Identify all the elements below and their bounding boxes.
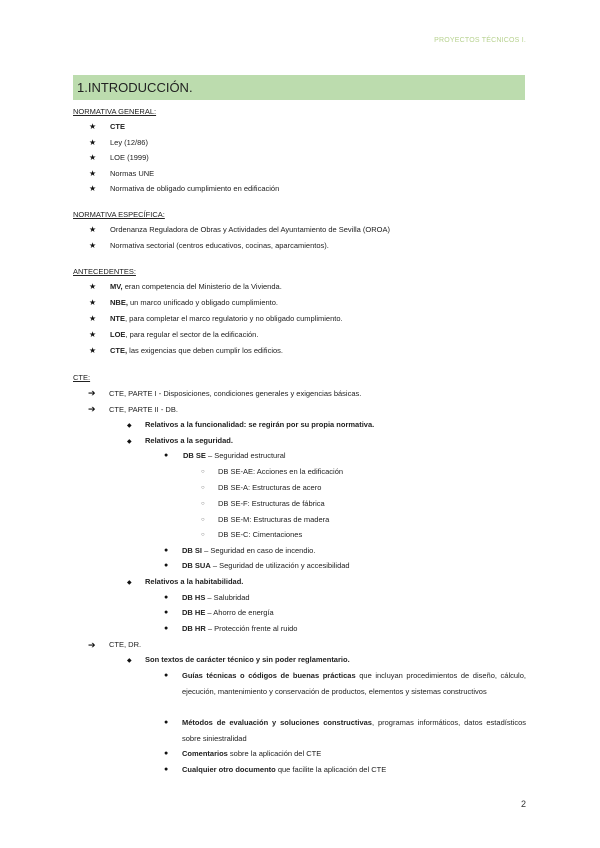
dot-bullet-icon: ● [164, 750, 169, 757]
page-title: 1.INTRODUCCIÓN. [77, 80, 193, 95]
list-item: Ley (12/86) [110, 138, 148, 147]
list-item: Relativos a la funcionalidad: se regirán por su propia normativa. [145, 420, 375, 429]
star-bullet-icon: ★ [89, 184, 97, 193]
star-bullet-icon: ★ [89, 314, 97, 323]
dot-bullet-icon: ● [164, 562, 169, 569]
star-bullet-icon: ★ [89, 346, 97, 355]
section-heading-normativa-general: NORMATIVA GENERAL: [73, 107, 157, 116]
dot-bullet-icon: ● [164, 452, 169, 459]
list-item: Ordenanza Reguladora de Obras y Actividades del Ayuntamiento de Sevilla (OROA) [110, 225, 391, 234]
list-item: DB HR – Protección frente al ruido [182, 624, 298, 633]
list-item: Comentarios sobre la aplicación del CTE [182, 749, 322, 758]
dot-bullet-icon: ● [164, 609, 169, 616]
diamond-bullet-icon: ◆ [127, 658, 132, 664]
star-bullet-icon: ★ [89, 169, 97, 178]
list-item: NBE, un marco unificado y obligado cumplimiento. [110, 298, 279, 307]
dot-bullet-icon: ● [164, 594, 169, 601]
star-bullet-icon: ★ [89, 330, 97, 339]
list-item: DB HS – Salubridad [182, 593, 250, 602]
diamond-bullet-icon: ◆ [127, 439, 132, 445]
list-item: Normativa sectorial (centros educativos, cocinas, aparcamientos). [110, 241, 329, 250]
paragraph-item: Métodos de evaluación y soluciones constructivas, programas informáticos, datos estadísticos sobre siniestralidad [182, 718, 526, 743]
arrow-bullet-icon: ➔ [88, 404, 96, 414]
star-bullet-icon: ★ [89, 225, 97, 234]
star-bullet-icon: ★ [89, 122, 97, 131]
list-item: Normativa de obligado cumplimiento en edificación [110, 184, 280, 193]
running-header: PROYECTOS TÉCNICOS I. [434, 37, 526, 44]
page-number: 2 [520, 799, 526, 809]
dot-bullet-icon: ● [164, 766, 169, 773]
circle-bullet-icon: ○ [201, 501, 205, 507]
list-item: Son textos de carácter técnico y sin poder reglamentario. [145, 655, 350, 664]
list-item: DB SUA – Seguridad de utilización y accesibilidad [182, 561, 350, 570]
dot-bullet-icon: ● [164, 625, 169, 632]
star-bullet-icon: ★ [89, 138, 97, 147]
list-item: LOE (1999) [110, 153, 149, 162]
star-bullet-icon: ★ [89, 153, 97, 162]
star-bullet-icon: ★ [89, 298, 97, 307]
list-item: CTE, las exigencias que deben cumplir los edificios. [110, 346, 284, 355]
dot-bullet-icon: ● [164, 547, 169, 554]
circle-bullet-icon: ○ [201, 517, 205, 523]
circle-bullet-icon: ○ [201, 532, 205, 538]
dot-bullet-icon: ● [164, 719, 169, 726]
list-item: Relativos a la seguridad. [145, 436, 233, 445]
list-item: Normas UNE [110, 169, 155, 178]
section-heading-cte: CTE: [73, 373, 91, 382]
list-item: DB SE-F: Estructuras de fábrica [218, 499, 325, 508]
arrow-bullet-icon: ➔ [88, 388, 96, 398]
list-item: DB SE-M: Estructuras de madera [218, 515, 330, 524]
section-heading-normativa-especifica: NORMATIVA ESPECÍFICA: [73, 210, 165, 219]
list-item: MV, eran competencia del Ministerio de la Vivienda. [110, 282, 282, 291]
list-item: CTE, PARTE II - DB. [109, 405, 178, 414]
circle-bullet-icon: ○ [201, 485, 205, 491]
star-bullet-icon: ★ [89, 241, 97, 250]
list-item: DB HE – Ahorro de energía [182, 608, 274, 617]
diamond-bullet-icon: ◆ [127, 423, 132, 429]
star-bullet-icon: ★ [89, 282, 97, 291]
list-item: DB SI – Seguridad en caso de incendio. [182, 546, 316, 555]
list-item: LOE, para regular el sector de la edificación. [110, 330, 259, 339]
title-banner [73, 75, 525, 100]
dot-bullet-icon: ● [164, 672, 169, 679]
list-item: Relativos a la habitabilidad. [145, 577, 244, 586]
paragraph-item: Guías técnicas o códigos de buenas prácticas que incluyan procedimientos de diseño, cálculo, ejecución, mantenimiento y conservación de productos, elementos y sistemas constructivos [182, 671, 526, 696]
diamond-bullet-icon: ◆ [127, 580, 132, 586]
arrow-bullet-icon: ➔ [88, 640, 96, 650]
list-item: CTE, PARTE I - Disposiciones, condiciones generales y exigencias básicas. [109, 389, 362, 398]
list-item: CTE [110, 122, 125, 131]
list-item: CTE, DR. [109, 640, 142, 649]
list-item: DB SE-C: Cimentaciones [218, 530, 303, 539]
list-item: DB SE-A: Estructuras de acero [218, 483, 322, 492]
section-heading-antecedentes: ANTECEDENTES: [73, 267, 136, 276]
list-item: DB SE-AE: Acciones en la edificación [218, 467, 344, 476]
list-item: NTE, para completar el marco regulatorio y no obligado cumplimiento. [110, 314, 343, 323]
list-item: DB SE – Seguridad estructural [183, 451, 286, 460]
circle-bullet-icon: ○ [201, 469, 205, 475]
list-item: Cualquier otro documento que facilite la aplicación del CTE [182, 765, 387, 774]
